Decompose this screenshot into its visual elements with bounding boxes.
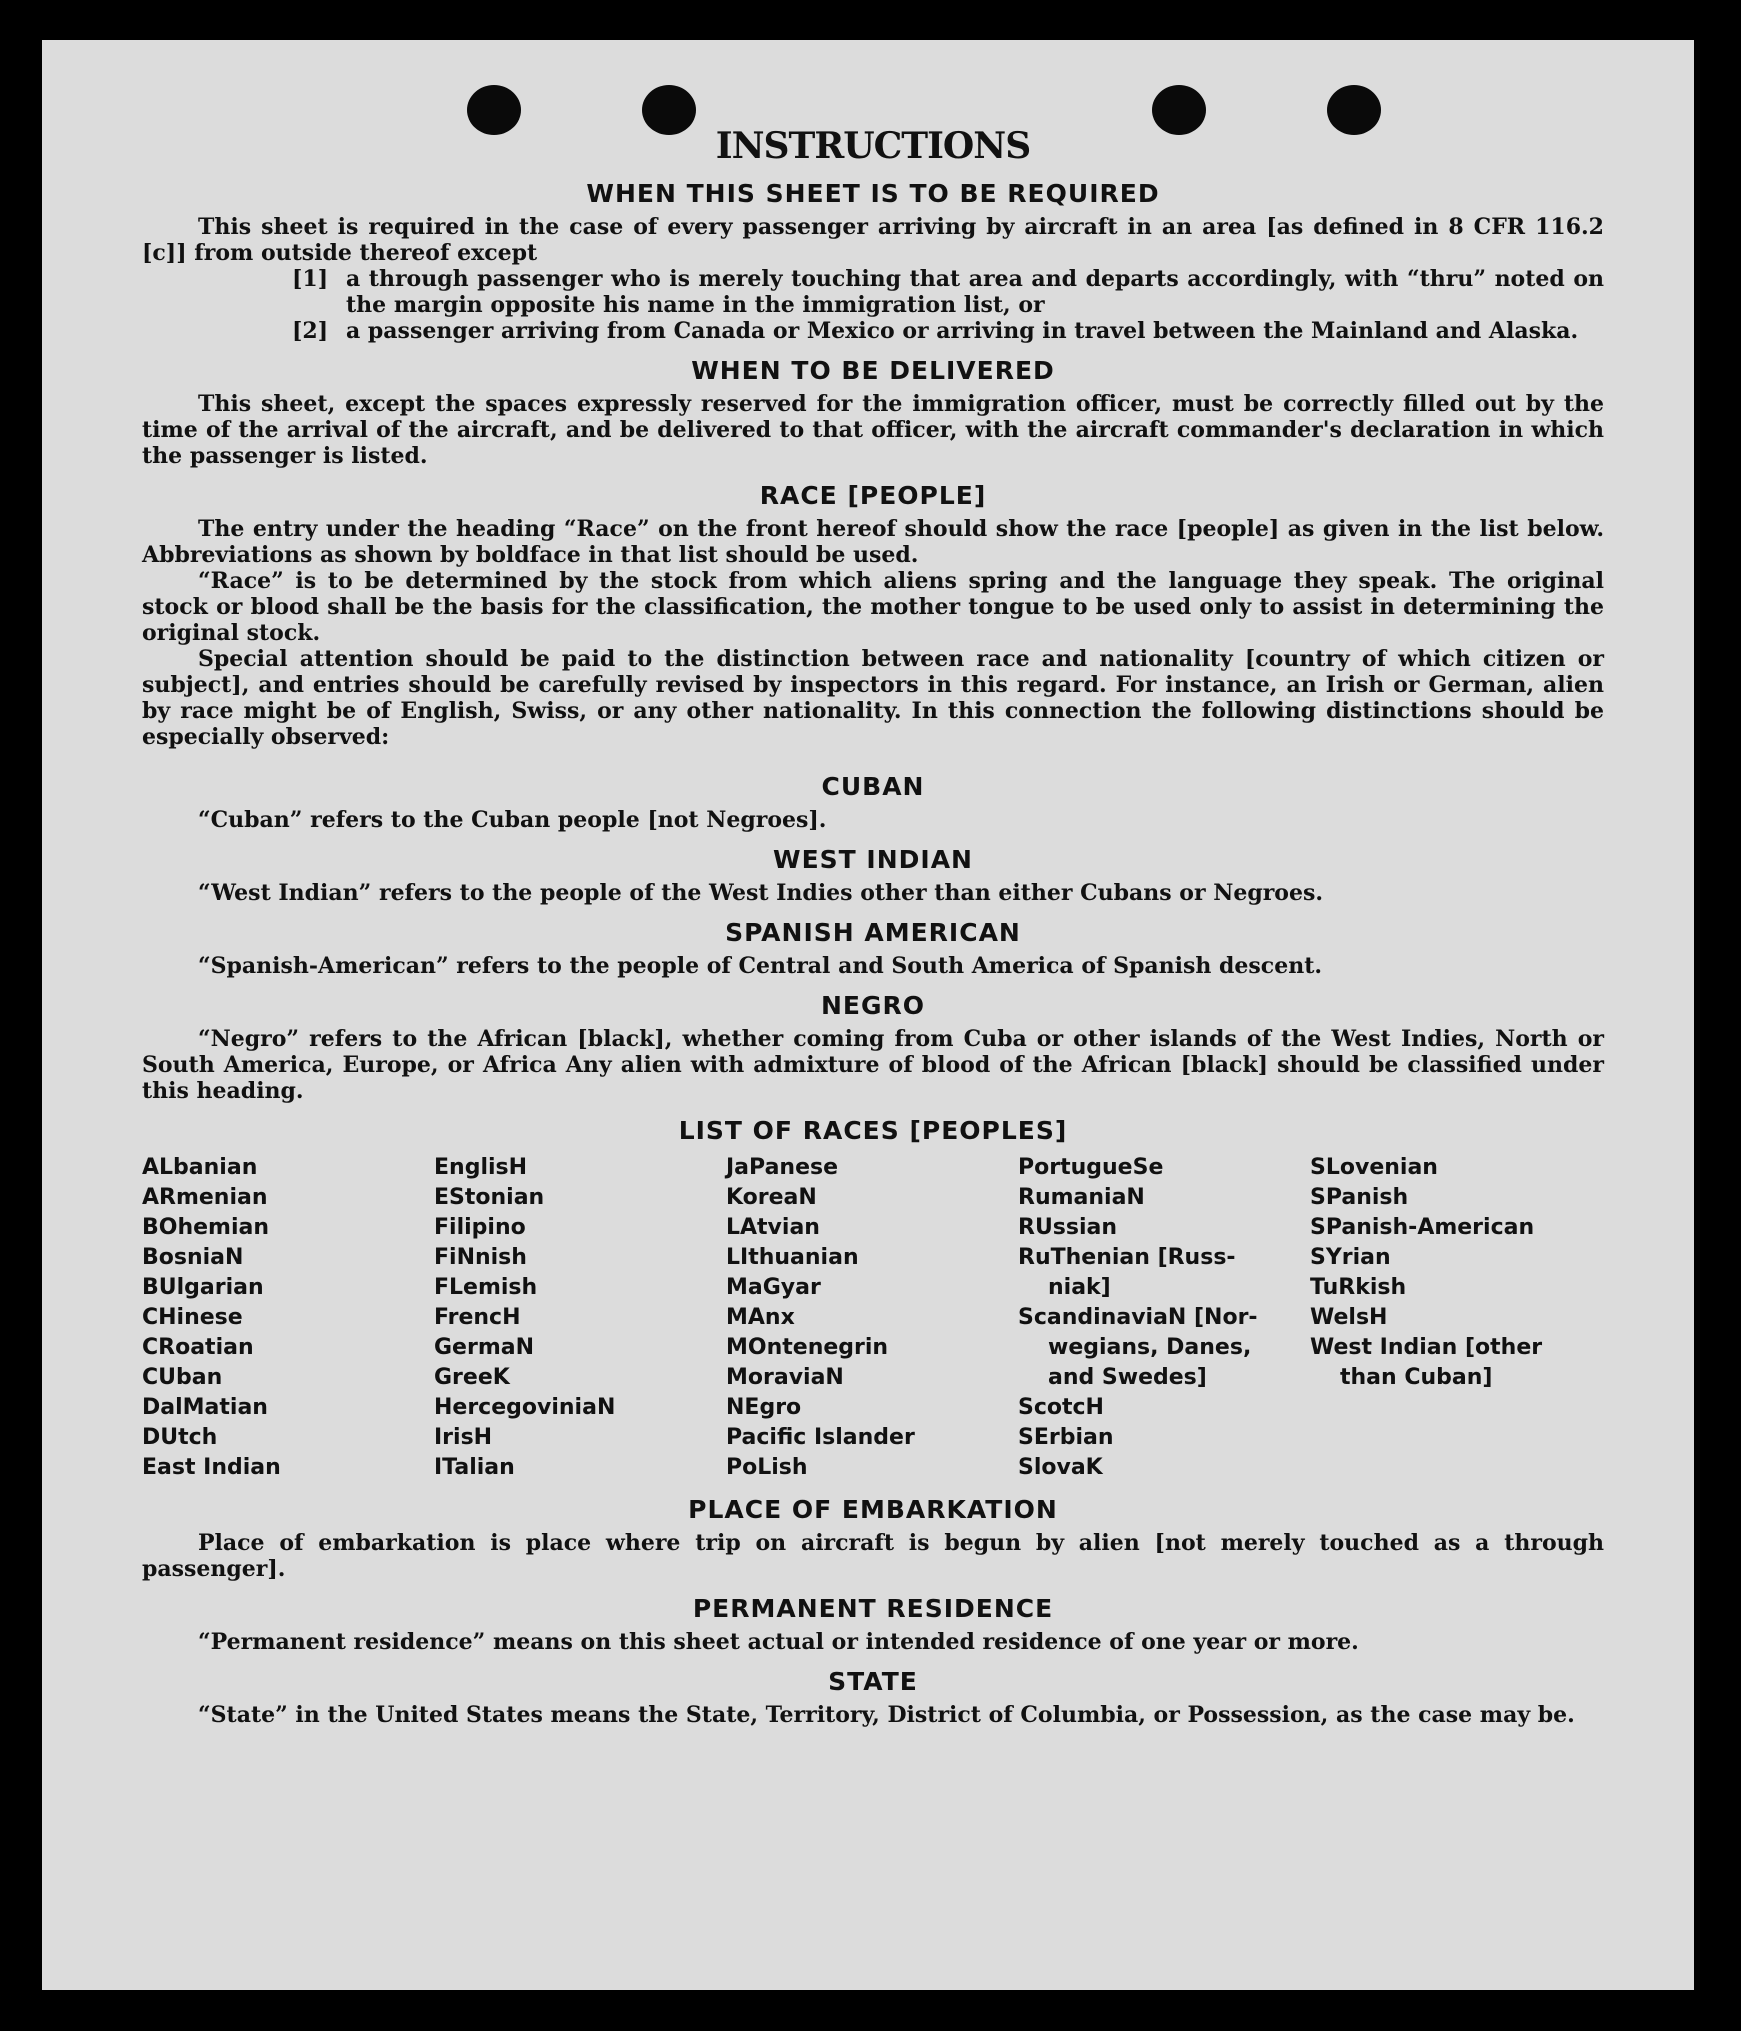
spanish-american-text: “Spanish-American” refers to the people of Central and South America of Spanish descent. [198,953,1323,979]
race-entry: RumaniaN [1018,1185,1145,1210]
race-entry-continued: wegians, Danes, [1048,1335,1252,1360]
race-entry: MaGyar [726,1275,821,1300]
race-entry-continued: and Swedes] [1048,1365,1207,1390]
race-entry: EStonian [434,1185,545,1210]
punch-hole [467,85,521,135]
race-entry: SYrian [1310,1245,1391,1270]
heading-negro: NEGRO [820,991,926,1020]
race-entry: RuThenian [Russ- [1018,1245,1236,1270]
race-entry: SErbian [1018,1425,1114,1450]
list-item [142,266,1604,318]
punch-hole [642,85,696,135]
race-entry: IrisH [434,1425,493,1450]
race-entry: SlovaK [1018,1455,1103,1480]
race-entry: ARmenian [142,1185,268,1210]
race-entry: ScandinaviaN [Nor- [1018,1305,1258,1330]
state-text: “State” in the United States means the State, Territory, District of Columbia, or Possession, as the case may be. [198,1702,1575,1728]
race-entry: SPanish [1310,1185,1409,1210]
list-item-text: a passenger arriving from Canada or Mexico or arriving in travel between the Mainland and Alaska. [346,318,1579,344]
race-entry-continued: niak] [1048,1275,1111,1300]
race-entry: HercegoviniaN [434,1395,616,1420]
race-entry: ScotcH [1018,1395,1104,1420]
cuban-text: “Cuban” refers to the Cuban people [not Negroes]. [198,807,827,833]
race-entry: MAnx [726,1305,795,1330]
race-entry: CRoatian [142,1335,254,1360]
page-title: INSTRUCTIONS [715,125,1031,167]
heading-list-of-races: LIST OF RACES [PEOPLES] [678,1116,1068,1145]
race-column-5 [1310,1153,1602,1483]
heading-place-of-embarkation: PLACE OF EMBARKATION [688,1495,1058,1524]
race-paragraph-1: The entry under the heading “Race” on the front hereof should show the race [people] as given in the list below. Abbreviations as shown by boldface in that list should be used. [142,516,1604,568]
negro-text: “Negro” refers to the African [black], whether coming from Cuba or other islands of the West Indies, North or South America, Europe, or Africa Any alien with admixture of blood of the African [black] should be classified under this heading. [142,1026,1604,1104]
race-entry: Pacific Islander [726,1425,915,1450]
race-entry: BOhemian [142,1215,270,1240]
list-item-number: [1] [292,266,329,292]
heading-permanent-residence: PERMANENT RESIDENCE [692,1594,1054,1623]
race-entry: DalMatian [142,1395,268,1420]
race-paragraph-2: “Race” is to be determined by the stock from which aliens spring and the language they speak. The original stock or blood shall be the basis for the classification, the mother tongue to be used only to assist in determining the original stock. [142,568,1604,646]
embarkation-text: Place of embarkation is place where trip on aircraft is begun by alien [not merely touched as a through passenger]. [142,1530,1604,1582]
race-entry: Filipino [434,1215,526,1240]
list-item-number: [2] [292,318,329,344]
race-column-3 [726,1153,1018,1483]
race-column-1 [142,1153,434,1483]
race-entry: WelsH [1310,1305,1388,1330]
race-entry: JaPanese [726,1155,839,1180]
race-entry: KoreaN [726,1185,817,1210]
heading-spanish-american: SPANISH AMERICAN [725,918,1021,947]
race-entry: GermaN [434,1335,535,1360]
race-entry: PoLish [726,1455,808,1480]
race-entry: BUlgarian [142,1275,264,1300]
heading-cuban: CUBAN [821,772,925,801]
west-indian-text: “West Indian” refers to the people of the West Indies other than either Cubans or Negroes. [198,880,1324,906]
race-column-4 [1018,1153,1310,1483]
list-item [142,318,1604,344]
race-entry: ALbanian [142,1155,258,1180]
heading-race: RACE [PEOPLE] [759,481,987,510]
race-entry: FLemish [434,1275,538,1300]
instruction-sheet [42,40,1694,1990]
race-list [142,1153,1604,1483]
race-entry: GreeK [434,1365,510,1390]
race-entry: LAtvian [726,1215,820,1240]
race-entry: West Indian [other [1310,1335,1543,1360]
race-entry-continued: than Cuban] [1340,1365,1493,1390]
heading-west-indian: WEST INDIAN [773,845,973,874]
race-entry: MOntenegrin [726,1335,889,1360]
permanent-residence-text: “Permanent residence” means on this sheet actual or intended residence of one year or more. [198,1629,1359,1655]
race-paragraph-3: Special attention should be paid to the distinction between race and nationality [country of which citizen or subject], and entries should be carefully revised by inspectors in this regard. For instance, an Irish or German, alien by race might be of English, Swiss, or any other nationality. In this connection the following distinctions should be especially observed: [142,646,1604,750]
heading-when-required: WHEN THIS SHEET IS TO BE REQUIRED [586,179,1160,208]
race-entry: FrencH [434,1305,521,1330]
when-delivered-text: This sheet, except the spaces expressly reserved for the immigration officer, must be correctly filled out by the time of the arrival of the aircraft, and be delivered to that officer, with the aircraft commander's declaration in which the passenger is listed. [142,391,1604,469]
race-entry: SPanish-American [1310,1215,1535,1240]
punch-hole [1152,85,1206,135]
race-entry: East Indian [142,1455,281,1480]
race-entry: PortugueSe [1018,1155,1164,1180]
race-entry: TuRkish [1310,1275,1407,1300]
race-entry: NEgro [726,1395,802,1420]
race-column-2 [434,1153,726,1483]
race-entry: CUban [142,1365,223,1390]
race-entry: MoraviaN [726,1365,844,1390]
heading-state: STATE [828,1667,918,1696]
when-required-intro: This sheet is required in the case of every passenger arriving by aircraft in an area [as defined in 8 CFR 116.2 [c]] from outside thereof except [142,214,1604,266]
heading-when-delivered: WHEN TO BE DELIVERED [691,356,1055,385]
race-entry: LIthuanian [726,1245,859,1270]
race-entry: BosniaN [142,1245,244,1270]
punch-hole [1327,85,1381,135]
race-entry: SLovenian [1310,1155,1438,1180]
race-entry: DUtch [142,1425,218,1450]
race-entry: ITalian [434,1455,515,1480]
race-entry: EnglisH [434,1155,528,1180]
race-entry: RUssian [1018,1215,1118,1240]
race-entry: CHinese [142,1305,243,1330]
list-item-text: a through passenger who is merely touching that area and departs accordingly, with “thru” noted on the margin opposite his name in the immigration list, or [346,266,1604,318]
race-entry: FiNnish [434,1245,527,1270]
